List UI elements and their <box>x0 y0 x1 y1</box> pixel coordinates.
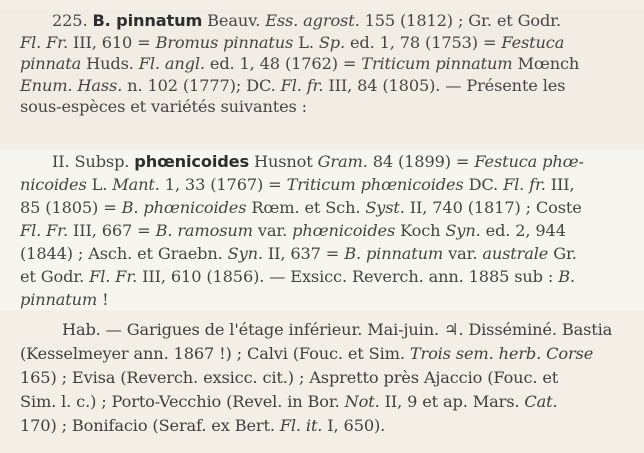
text-run: sous-espèces et variétés suivantes : <box>20 97 307 116</box>
text-run: II. Subsp. <box>52 152 135 171</box>
text-run: Beauv. <box>202 11 266 30</box>
text-line <box>20 390 626 414</box>
text-line <box>20 219 626 242</box>
italic-text: Fl. Fr. <box>89 267 138 286</box>
italic-text: Enum. Hass. <box>20 75 123 95</box>
text-run: Hab. — Garigues de l'étage inférieur. Mai-juin. ♃. Disséminé. Bastia <box>62 320 613 339</box>
text-line <box>20 366 626 390</box>
text-run: var. <box>443 244 483 263</box>
text-run: Rœm. et Sch. <box>246 198 366 217</box>
text-run: III, 610 (1856). — Exsicc. Reverch. ann. 1885 sub : <box>137 267 559 286</box>
text-line <box>20 53 626 75</box>
text-run: L. <box>86 175 113 194</box>
text-run: 170) ; Bonifacio (Seraf. ex Bert. <box>20 416 280 435</box>
text-line <box>20 75 626 97</box>
italic-text: Triticum phœnicoides <box>286 175 464 194</box>
text-run: I, 650). <box>322 416 386 435</box>
text-run: (1844) ; Asch. et Graebn. <box>20 244 228 263</box>
italic-text: australe <box>482 244 549 263</box>
text-run: III, 667 = <box>68 221 156 240</box>
text-run: II, 740 (1817) ; Coste <box>404 198 582 217</box>
italic-text: Fl. angl. <box>138 54 205 73</box>
text-line <box>20 173 626 196</box>
italic-text: Gram. <box>317 152 368 171</box>
italic-text: pinnata <box>20 54 82 73</box>
text-run: Gr. <box>548 244 577 263</box>
text-run: 1, 33 (1767) = <box>159 175 287 194</box>
text-run: Huds. <box>81 54 139 73</box>
text-line <box>20 265 626 288</box>
italic-text: B. phœnicoides <box>121 198 247 217</box>
text-line <box>20 288 626 311</box>
text-run: II, 637 = <box>262 244 345 263</box>
text-run: 225. <box>52 11 93 30</box>
text-line <box>20 10 626 32</box>
habitat-paragraph <box>0 318 644 453</box>
italic-text: Sp. <box>318 32 345 52</box>
italic-text: Syst. <box>365 198 405 217</box>
italic-text: B. <box>558 267 575 286</box>
text-run: L. <box>293 32 319 52</box>
italic-text: B. ramosum <box>155 221 253 240</box>
italic-text: Cat. <box>524 392 558 411</box>
italic-text: Triticum pinnatum <box>361 54 513 73</box>
italic-text: Not. <box>344 392 380 411</box>
text-run: 155 (1812) ; Gr. et Godr. <box>359 11 561 30</box>
species-entry <box>0 10 644 144</box>
text-run: var. <box>252 221 293 240</box>
taxon-name: B. pinnatum <box>92 11 203 30</box>
italic-text: Syn. <box>227 244 263 263</box>
text-run: ! <box>97 290 109 309</box>
text-run: III, 84 (1805). — Présente les <box>323 75 566 95</box>
italic-text: nicoides <box>20 175 87 194</box>
italic-text: Fl. fr. <box>503 175 546 194</box>
italic-text: pinnatum <box>20 290 98 309</box>
text-run: 84 (1899) = <box>367 152 475 171</box>
italic-text: Fl. it. <box>279 416 323 435</box>
text-line <box>20 342 626 366</box>
text-run: III, 610 = <box>68 32 156 52</box>
italic-text: Festuca <box>501 32 565 52</box>
italic-text: Mant. <box>112 175 160 194</box>
text-line <box>20 242 626 265</box>
text-line <box>20 196 626 219</box>
text-run: DC. <box>463 175 504 194</box>
subspecies-entry <box>0 150 644 310</box>
text-line <box>20 96 626 118</box>
text-run: 165) ; Evisa (Reverch. exsicc. cit.) ; Aspretto près Ajaccio (Fouc. et <box>20 368 559 387</box>
text-run: III, <box>545 175 575 194</box>
italic-text: Syn. <box>445 221 481 240</box>
italic-text: Bromus pinnatus <box>155 32 294 52</box>
text-run: Husnot <box>249 152 318 171</box>
italic-text: Fl. fr. <box>280 75 324 95</box>
text-run: ed. 1, 78 (1753) = <box>344 32 502 52</box>
text-line <box>20 150 626 173</box>
text-run: Koch <box>395 221 446 240</box>
italic-text: Fl. Fr. <box>20 32 68 52</box>
text-run: ed. 1, 48 (1762) = <box>204 54 362 73</box>
text-run: 85 (1805) = <box>20 198 122 217</box>
text-line <box>20 32 626 54</box>
italic-text: B. pinnatum <box>344 244 444 263</box>
text-run: Sim. l. c.) ; Porto-Vecchio (Revel. in Bor. <box>20 392 345 411</box>
text-line <box>20 318 626 342</box>
italic-text: phœnicoides <box>292 221 396 240</box>
text-line <box>20 414 626 438</box>
text-run: II, 9 et ap. Mars. <box>379 392 525 411</box>
italic-text: Fl. Fr. <box>20 221 68 240</box>
text-run: et Godr. <box>20 267 90 286</box>
text-run: (Kesselmeyer ann. 1867 !) ; Calvi (Fouc. et Sim. <box>20 344 410 363</box>
text-run: Mœnch <box>512 54 580 73</box>
italic-text: Festuca phœ- <box>474 152 584 171</box>
text-run: ed. 2, 944 <box>480 221 566 240</box>
taxon-name: phœnicoides <box>134 152 249 171</box>
text-run: n. 102 (1777); DC. <box>122 75 281 95</box>
italic-text: Trois sem. herb. Corse <box>409 344 594 363</box>
italic-text: Ess. agrost. <box>265 11 360 30</box>
